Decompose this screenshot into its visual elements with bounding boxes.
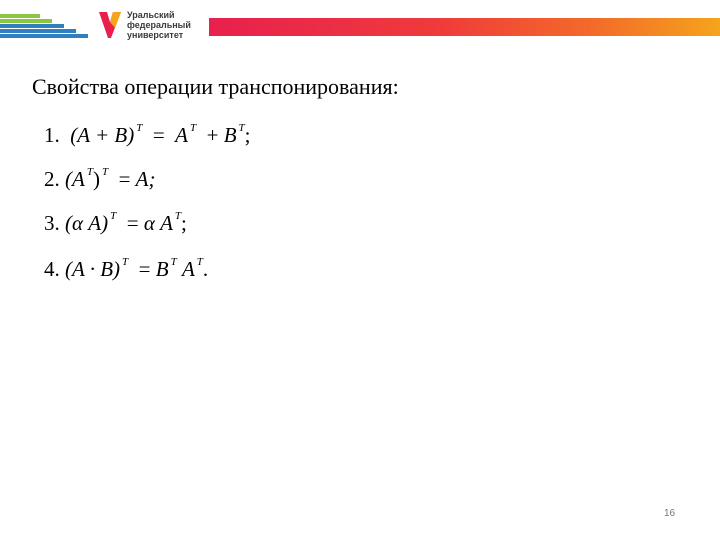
superscript: T: [174, 210, 182, 222]
equals: =: [138, 257, 151, 281]
urfu-logo-icon: [97, 10, 123, 40]
formula-lhs: (A + B): [70, 123, 135, 147]
formula-number: 3.: [44, 211, 60, 235]
formula-term: B: [155, 257, 169, 281]
superscript: T: [189, 122, 197, 134]
logo-line: федеральный: [127, 20, 191, 30]
formula-3: [44, 210, 187, 236]
formula-end: ;: [244, 123, 251, 147]
formula-paren: ): [92, 167, 100, 191]
superscript: T: [238, 122, 245, 134]
logo-line: университет: [127, 30, 184, 40]
stripe: [0, 24, 64, 28]
superscript: T: [136, 122, 143, 134]
superscript: T: [86, 166, 93, 178]
formula-4: [44, 256, 208, 282]
stripe: [0, 14, 40, 18]
superscript: T: [110, 210, 117, 222]
stripe: [0, 34, 88, 38]
equals: =: [126, 211, 139, 235]
equals: =: [152, 123, 165, 147]
formula-lhs: (α A): [65, 211, 109, 235]
header-gradient-bar: [209, 18, 720, 36]
superscript: T: [122, 256, 129, 268]
equals: =: [118, 167, 131, 191]
formula-number: 1.: [44, 123, 60, 147]
header: [0, 0, 720, 46]
stripe: [0, 29, 76, 33]
formula-rhs: α A: [143, 211, 173, 235]
plus: +: [206, 123, 219, 147]
formula-term: B: [223, 123, 237, 147]
formula-2: [44, 166, 156, 192]
superscript: T: [101, 166, 109, 178]
superscript: T: [196, 256, 203, 268]
slide-title: Свойства операции транспонирования:: [32, 74, 399, 99]
stripe: [0, 19, 52, 23]
formula-lhs: (A · B): [65, 257, 121, 281]
formula-end: .: [202, 257, 209, 281]
formula-term: A: [181, 257, 195, 281]
formula-end: ;: [181, 211, 187, 235]
formula-term: A: [175, 123, 188, 147]
logo-line: Уральский: [127, 10, 175, 20]
university-name: [127, 10, 191, 40]
formula-rhs: A;: [135, 167, 156, 191]
page-number: 16: [664, 508, 676, 519]
superscript: T: [170, 256, 177, 268]
formula-number: 4.: [44, 257, 60, 281]
formula-lhs: (A: [65, 167, 85, 191]
formula-1: [44, 122, 251, 148]
formula-number: 2.: [44, 167, 60, 191]
